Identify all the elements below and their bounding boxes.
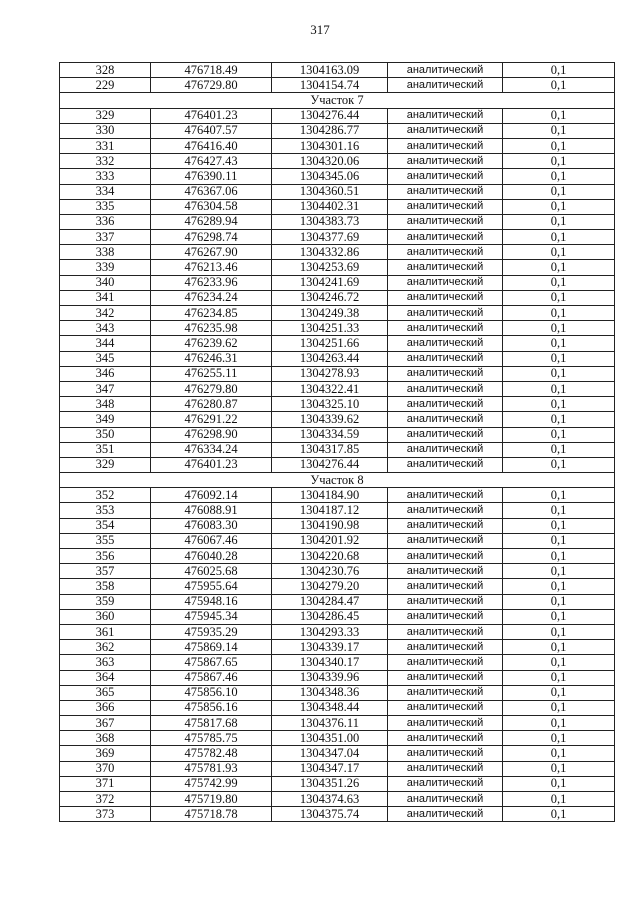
method-cell: аналитический bbox=[388, 275, 503, 290]
y-coordinate-cell: 1304347.17 bbox=[272, 761, 388, 776]
table-row bbox=[60, 746, 615, 761]
precision-cell: 0,1 bbox=[503, 488, 615, 503]
precision-cell: 0,1 bbox=[503, 63, 615, 78]
table-row bbox=[60, 169, 615, 184]
precision-cell: 0,1 bbox=[503, 260, 615, 275]
point-number-cell: 370 bbox=[60, 761, 151, 776]
table-row bbox=[60, 761, 615, 776]
x-coordinate-cell: 475719.80 bbox=[151, 792, 272, 807]
precision-cell: 0,1 bbox=[503, 306, 615, 321]
y-coordinate-cell: 1304383.73 bbox=[272, 214, 388, 229]
table-row bbox=[60, 700, 615, 715]
method-cell: аналитический bbox=[388, 807, 503, 822]
method-cell: аналитический bbox=[388, 169, 503, 184]
table-row bbox=[60, 549, 615, 564]
y-coordinate-cell: 1304184.90 bbox=[272, 488, 388, 503]
y-coordinate-cell: 1304339.62 bbox=[272, 412, 388, 427]
point-number-cell: 333 bbox=[60, 169, 151, 184]
x-coordinate-cell: 476267.90 bbox=[151, 245, 272, 260]
precision-cell: 0,1 bbox=[503, 640, 615, 655]
section-header-row bbox=[60, 473, 615, 488]
table-row bbox=[60, 594, 615, 609]
x-coordinate-cell: 476025.68 bbox=[151, 564, 272, 579]
y-coordinate-cell: 1304345.06 bbox=[272, 169, 388, 184]
table-row bbox=[60, 275, 615, 290]
point-number-cell: 369 bbox=[60, 746, 151, 761]
y-coordinate-cell: 1304246.72 bbox=[272, 290, 388, 305]
method-cell: аналитический bbox=[388, 381, 503, 396]
x-coordinate-cell: 476407.57 bbox=[151, 123, 272, 138]
method-cell: аналитический bbox=[388, 245, 503, 260]
x-coordinate-cell: 476213.46 bbox=[151, 260, 272, 275]
method-cell: аналитический bbox=[388, 700, 503, 715]
method-cell: аналитический bbox=[388, 366, 503, 381]
y-coordinate-cell: 1304251.33 bbox=[272, 321, 388, 336]
precision-cell: 0,1 bbox=[503, 761, 615, 776]
method-cell: аналитический bbox=[388, 488, 503, 503]
point-number-cell: 372 bbox=[60, 792, 151, 807]
x-coordinate-cell: 475948.16 bbox=[151, 594, 272, 609]
x-coordinate-cell: 476040.28 bbox=[151, 549, 272, 564]
precision-cell: 0,1 bbox=[503, 685, 615, 700]
x-coordinate-cell: 475856.16 bbox=[151, 700, 272, 715]
point-number-cell: 367 bbox=[60, 716, 151, 731]
y-coordinate-cell: 1304360.51 bbox=[272, 184, 388, 199]
x-coordinate-cell: 476255.11 bbox=[151, 366, 272, 381]
y-coordinate-cell: 1304201.92 bbox=[272, 533, 388, 548]
precision-cell: 0,1 bbox=[503, 138, 615, 153]
x-coordinate-cell: 475935.29 bbox=[151, 624, 272, 639]
method-cell: аналитический bbox=[388, 792, 503, 807]
method-cell: аналитический bbox=[388, 457, 503, 472]
point-number-cell: 340 bbox=[60, 275, 151, 290]
point-number-cell: 371 bbox=[60, 776, 151, 791]
method-cell: аналитический bbox=[388, 761, 503, 776]
precision-cell: 0,1 bbox=[503, 381, 615, 396]
x-coordinate-cell: 475718.78 bbox=[151, 807, 272, 822]
method-cell: аналитический bbox=[388, 549, 503, 564]
x-coordinate-cell: 476401.23 bbox=[151, 457, 272, 472]
method-cell: аналитический bbox=[388, 397, 503, 412]
x-coordinate-cell: 476298.90 bbox=[151, 427, 272, 442]
x-coordinate-cell: 476234.24 bbox=[151, 290, 272, 305]
method-cell: аналитический bbox=[388, 442, 503, 457]
method-cell: аналитический bbox=[388, 746, 503, 761]
y-coordinate-cell: 1304284.47 bbox=[272, 594, 388, 609]
method-cell: аналитический bbox=[388, 670, 503, 685]
y-coordinate-cell: 1304286.45 bbox=[272, 609, 388, 624]
precision-cell: 0,1 bbox=[503, 108, 615, 123]
table-row bbox=[60, 123, 615, 138]
precision-cell: 0,1 bbox=[503, 290, 615, 305]
table-row bbox=[60, 381, 615, 396]
table-row bbox=[60, 366, 615, 381]
table-row bbox=[60, 442, 615, 457]
method-cell: аналитический bbox=[388, 594, 503, 609]
method-cell: аналитический bbox=[388, 427, 503, 442]
method-cell: аналитический bbox=[388, 533, 503, 548]
y-coordinate-cell: 1304332.86 bbox=[272, 245, 388, 260]
point-number-cell: 329 bbox=[60, 457, 151, 472]
precision-cell: 0,1 bbox=[503, 351, 615, 366]
table-row bbox=[60, 214, 615, 229]
table-row bbox=[60, 260, 615, 275]
table-row bbox=[60, 457, 615, 472]
page-number: 317 bbox=[310, 22, 330, 37]
point-number-cell: 357 bbox=[60, 564, 151, 579]
coordinates-table bbox=[59, 62, 615, 822]
x-coordinate-cell: 476233.96 bbox=[151, 275, 272, 290]
precision-cell: 0,1 bbox=[503, 549, 615, 564]
x-coordinate-cell: 476246.31 bbox=[151, 351, 272, 366]
x-coordinate-cell: 476092.14 bbox=[151, 488, 272, 503]
y-coordinate-cell: 1304347.04 bbox=[272, 746, 388, 761]
table-row bbox=[60, 731, 615, 746]
precision-cell: 0,1 bbox=[503, 776, 615, 791]
x-coordinate-cell: 476304.58 bbox=[151, 199, 272, 214]
table-row bbox=[60, 336, 615, 351]
precision-cell: 0,1 bbox=[503, 624, 615, 639]
method-cell: аналитический bbox=[388, 123, 503, 138]
precision-cell: 0,1 bbox=[503, 746, 615, 761]
table-row bbox=[60, 351, 615, 366]
method-cell: аналитический bbox=[388, 290, 503, 305]
precision-cell: 0,1 bbox=[503, 245, 615, 260]
method-cell: аналитический bbox=[388, 214, 503, 229]
point-number-cell: 360 bbox=[60, 609, 151, 624]
precision-cell: 0,1 bbox=[503, 792, 615, 807]
table-row bbox=[60, 518, 615, 533]
precision-cell: 0,1 bbox=[503, 807, 615, 822]
precision-cell: 0,1 bbox=[503, 442, 615, 457]
method-cell: аналитический bbox=[388, 230, 503, 245]
y-coordinate-cell: 1304375.74 bbox=[272, 807, 388, 822]
point-number-cell: 373 bbox=[60, 807, 151, 822]
x-coordinate-cell: 475785.75 bbox=[151, 731, 272, 746]
table-row bbox=[60, 154, 615, 169]
point-number-cell: 330 bbox=[60, 123, 151, 138]
table-row bbox=[60, 321, 615, 336]
method-cell: аналитический bbox=[388, 199, 503, 214]
x-coordinate-cell: 476067.46 bbox=[151, 533, 272, 548]
y-coordinate-cell: 1304276.44 bbox=[272, 457, 388, 472]
x-coordinate-cell: 476718.49 bbox=[151, 63, 272, 78]
table-row bbox=[60, 306, 615, 321]
method-cell: аналитический bbox=[388, 260, 503, 275]
section-title: Участок 7 bbox=[60, 93, 615, 108]
x-coordinate-cell: 476334.24 bbox=[151, 442, 272, 457]
x-coordinate-cell: 475945.34 bbox=[151, 609, 272, 624]
method-cell: аналитический bbox=[388, 412, 503, 427]
y-coordinate-cell: 1304301.16 bbox=[272, 138, 388, 153]
method-cell: аналитический bbox=[388, 579, 503, 594]
point-number-cell: 351 bbox=[60, 442, 151, 457]
point-number-cell: 336 bbox=[60, 214, 151, 229]
point-number-cell: 349 bbox=[60, 412, 151, 427]
method-cell: аналитический bbox=[388, 655, 503, 670]
point-number-cell: 347 bbox=[60, 381, 151, 396]
y-coordinate-cell: 1304348.36 bbox=[272, 685, 388, 700]
table-row bbox=[60, 807, 615, 822]
point-number-cell: 359 bbox=[60, 594, 151, 609]
point-number-cell: 353 bbox=[60, 503, 151, 518]
y-coordinate-cell: 1304187.12 bbox=[272, 503, 388, 518]
table-row bbox=[60, 290, 615, 305]
method-cell: аналитический bbox=[388, 609, 503, 624]
x-coordinate-cell: 476298.74 bbox=[151, 230, 272, 245]
precision-cell: 0,1 bbox=[503, 169, 615, 184]
table-row bbox=[60, 685, 615, 700]
table-row bbox=[60, 427, 615, 442]
table-row bbox=[60, 230, 615, 245]
y-coordinate-cell: 1304376.11 bbox=[272, 716, 388, 731]
point-number-cell: 350 bbox=[60, 427, 151, 442]
x-coordinate-cell: 475781.93 bbox=[151, 761, 272, 776]
point-number-cell: 352 bbox=[60, 488, 151, 503]
method-cell: аналитический bbox=[388, 78, 503, 93]
precision-cell: 0,1 bbox=[503, 518, 615, 533]
table-row bbox=[60, 488, 615, 503]
table-row bbox=[60, 776, 615, 791]
y-coordinate-cell: 1304163.09 bbox=[272, 63, 388, 78]
method-cell: аналитический bbox=[388, 776, 503, 791]
y-coordinate-cell: 1304348.44 bbox=[272, 700, 388, 715]
point-number-cell: 342 bbox=[60, 306, 151, 321]
precision-cell: 0,1 bbox=[503, 594, 615, 609]
table-row bbox=[60, 397, 615, 412]
y-coordinate-cell: 1304278.93 bbox=[272, 366, 388, 381]
y-coordinate-cell: 1304241.69 bbox=[272, 275, 388, 290]
x-coordinate-cell: 476291.22 bbox=[151, 412, 272, 427]
y-coordinate-cell: 1304339.17 bbox=[272, 640, 388, 655]
method-cell: аналитический bbox=[388, 685, 503, 700]
x-coordinate-cell: 475867.46 bbox=[151, 670, 272, 685]
y-coordinate-cell: 1304220.68 bbox=[272, 549, 388, 564]
point-number-cell: 345 bbox=[60, 351, 151, 366]
x-coordinate-cell: 476367.06 bbox=[151, 184, 272, 199]
method-cell: аналитический bbox=[388, 351, 503, 366]
point-number-cell: 329 bbox=[60, 108, 151, 123]
precision-cell: 0,1 bbox=[503, 199, 615, 214]
table-row bbox=[60, 63, 615, 78]
x-coordinate-cell: 476729.80 bbox=[151, 78, 272, 93]
y-coordinate-cell: 1304249.38 bbox=[272, 306, 388, 321]
x-coordinate-cell: 475869.14 bbox=[151, 640, 272, 655]
y-coordinate-cell: 1304253.69 bbox=[272, 260, 388, 275]
x-coordinate-cell: 476083.30 bbox=[151, 518, 272, 533]
precision-cell: 0,1 bbox=[503, 503, 615, 518]
table-row bbox=[60, 199, 615, 214]
precision-cell: 0,1 bbox=[503, 397, 615, 412]
point-number-cell: 343 bbox=[60, 321, 151, 336]
point-number-cell: 334 bbox=[60, 184, 151, 199]
table-row bbox=[60, 655, 615, 670]
precision-cell: 0,1 bbox=[503, 321, 615, 336]
section-title: Участок 8 bbox=[60, 473, 615, 488]
point-number-cell: 355 bbox=[60, 533, 151, 548]
precision-cell: 0,1 bbox=[503, 716, 615, 731]
table-row bbox=[60, 609, 615, 624]
method-cell: аналитический bbox=[388, 108, 503, 123]
precision-cell: 0,1 bbox=[503, 655, 615, 670]
table-row bbox=[60, 533, 615, 548]
point-number-cell: 332 bbox=[60, 154, 151, 169]
precision-cell: 0,1 bbox=[503, 123, 615, 138]
method-cell: аналитический bbox=[388, 336, 503, 351]
point-number-cell: 339 bbox=[60, 260, 151, 275]
x-coordinate-cell: 476279.80 bbox=[151, 381, 272, 396]
precision-cell: 0,1 bbox=[503, 427, 615, 442]
y-coordinate-cell: 1304320.06 bbox=[272, 154, 388, 169]
y-coordinate-cell: 1304276.44 bbox=[272, 108, 388, 123]
point-number-cell: 348 bbox=[60, 397, 151, 412]
table-row bbox=[60, 564, 615, 579]
precision-cell: 0,1 bbox=[503, 412, 615, 427]
y-coordinate-cell: 1304334.59 bbox=[272, 427, 388, 442]
precision-cell: 0,1 bbox=[503, 700, 615, 715]
point-number-cell: 331 bbox=[60, 138, 151, 153]
y-coordinate-cell: 1304230.76 bbox=[272, 564, 388, 579]
table-row bbox=[60, 640, 615, 655]
x-coordinate-cell: 475955.64 bbox=[151, 579, 272, 594]
method-cell: аналитический bbox=[388, 518, 503, 533]
y-coordinate-cell: 1304279.20 bbox=[272, 579, 388, 594]
x-coordinate-cell: 476401.23 bbox=[151, 108, 272, 123]
precision-cell: 0,1 bbox=[503, 230, 615, 245]
method-cell: аналитический bbox=[388, 63, 503, 78]
method-cell: аналитический bbox=[388, 624, 503, 639]
precision-cell: 0,1 bbox=[503, 336, 615, 351]
precision-cell: 0,1 bbox=[503, 533, 615, 548]
x-coordinate-cell: 475817.68 bbox=[151, 716, 272, 731]
y-coordinate-cell: 1304251.66 bbox=[272, 336, 388, 351]
y-coordinate-cell: 1304322.41 bbox=[272, 381, 388, 396]
x-coordinate-cell: 476416.40 bbox=[151, 138, 272, 153]
x-coordinate-cell: 475742.99 bbox=[151, 776, 272, 791]
x-coordinate-cell: 475867.65 bbox=[151, 655, 272, 670]
x-coordinate-cell: 476235.98 bbox=[151, 321, 272, 336]
x-coordinate-cell: 476289.94 bbox=[151, 214, 272, 229]
y-coordinate-cell: 1304286.77 bbox=[272, 123, 388, 138]
y-coordinate-cell: 1304351.26 bbox=[272, 776, 388, 791]
x-coordinate-cell: 476280.87 bbox=[151, 397, 272, 412]
x-coordinate-cell: 476234.85 bbox=[151, 306, 272, 321]
y-coordinate-cell: 1304325.10 bbox=[272, 397, 388, 412]
precision-cell: 0,1 bbox=[503, 275, 615, 290]
point-number-cell: 362 bbox=[60, 640, 151, 655]
section-header-row bbox=[60, 93, 615, 108]
precision-cell: 0,1 bbox=[503, 366, 615, 381]
method-cell: аналитический bbox=[388, 731, 503, 746]
table-row bbox=[60, 792, 615, 807]
precision-cell: 0,1 bbox=[503, 214, 615, 229]
point-number-cell: 344 bbox=[60, 336, 151, 351]
precision-cell: 0,1 bbox=[503, 670, 615, 685]
point-number-cell: 346 bbox=[60, 366, 151, 381]
y-coordinate-cell: 1304340.17 bbox=[272, 655, 388, 670]
point-number-cell: 365 bbox=[60, 685, 151, 700]
point-number-cell: 363 bbox=[60, 655, 151, 670]
point-number-cell: 364 bbox=[60, 670, 151, 685]
method-cell: аналитический bbox=[388, 184, 503, 199]
y-coordinate-cell: 1304402.31 bbox=[272, 199, 388, 214]
table-row bbox=[60, 245, 615, 260]
precision-cell: 0,1 bbox=[503, 154, 615, 169]
point-number-cell: 356 bbox=[60, 549, 151, 564]
precision-cell: 0,1 bbox=[503, 78, 615, 93]
coordinates-table-body bbox=[60, 63, 615, 822]
table-row bbox=[60, 78, 615, 93]
point-number-cell: 366 bbox=[60, 700, 151, 715]
table-row bbox=[60, 716, 615, 731]
method-cell: аналитический bbox=[388, 306, 503, 321]
x-coordinate-cell: 476239.62 bbox=[151, 336, 272, 351]
x-coordinate-cell: 475856.10 bbox=[151, 685, 272, 700]
precision-cell: 0,1 bbox=[503, 457, 615, 472]
y-coordinate-cell: 1304377.69 bbox=[272, 230, 388, 245]
table-row bbox=[60, 108, 615, 123]
x-coordinate-cell: 476390.11 bbox=[151, 169, 272, 184]
method-cell: аналитический bbox=[388, 321, 503, 336]
x-coordinate-cell: 475782.48 bbox=[151, 746, 272, 761]
method-cell: аналитический bbox=[388, 564, 503, 579]
point-number-cell: 354 bbox=[60, 518, 151, 533]
method-cell: аналитический bbox=[388, 154, 503, 169]
point-number-cell: 328 bbox=[60, 63, 151, 78]
y-coordinate-cell: 1304351.00 bbox=[272, 731, 388, 746]
table-row bbox=[60, 138, 615, 153]
point-number-cell: 229 bbox=[60, 78, 151, 93]
y-coordinate-cell: 1304339.96 bbox=[272, 670, 388, 685]
table-row bbox=[60, 412, 615, 427]
table-row bbox=[60, 503, 615, 518]
precision-cell: 0,1 bbox=[503, 579, 615, 594]
method-cell: аналитический bbox=[388, 716, 503, 731]
table-row bbox=[60, 624, 615, 639]
precision-cell: 0,1 bbox=[503, 564, 615, 579]
point-number-cell: 335 bbox=[60, 199, 151, 214]
y-coordinate-cell: 1304190.98 bbox=[272, 518, 388, 533]
precision-cell: 0,1 bbox=[503, 609, 615, 624]
x-coordinate-cell: 476088.91 bbox=[151, 503, 272, 518]
y-coordinate-cell: 1304317.85 bbox=[272, 442, 388, 457]
point-number-cell: 341 bbox=[60, 290, 151, 305]
method-cell: аналитический bbox=[388, 640, 503, 655]
precision-cell: 0,1 bbox=[503, 184, 615, 199]
point-number-cell: 361 bbox=[60, 624, 151, 639]
method-cell: аналитический bbox=[388, 503, 503, 518]
y-coordinate-cell: 1304154.74 bbox=[272, 78, 388, 93]
y-coordinate-cell: 1304293.33 bbox=[272, 624, 388, 639]
point-number-cell: 358 bbox=[60, 579, 151, 594]
method-cell: аналитический bbox=[388, 138, 503, 153]
table-row bbox=[60, 184, 615, 199]
table-row bbox=[60, 579, 615, 594]
point-number-cell: 338 bbox=[60, 245, 151, 260]
table-row bbox=[60, 670, 615, 685]
x-coordinate-cell: 476427.43 bbox=[151, 154, 272, 169]
point-number-cell: 337 bbox=[60, 230, 151, 245]
y-coordinate-cell: 1304374.63 bbox=[272, 792, 388, 807]
precision-cell: 0,1 bbox=[503, 731, 615, 746]
y-coordinate-cell: 1304263.44 bbox=[272, 351, 388, 366]
point-number-cell: 368 bbox=[60, 731, 151, 746]
